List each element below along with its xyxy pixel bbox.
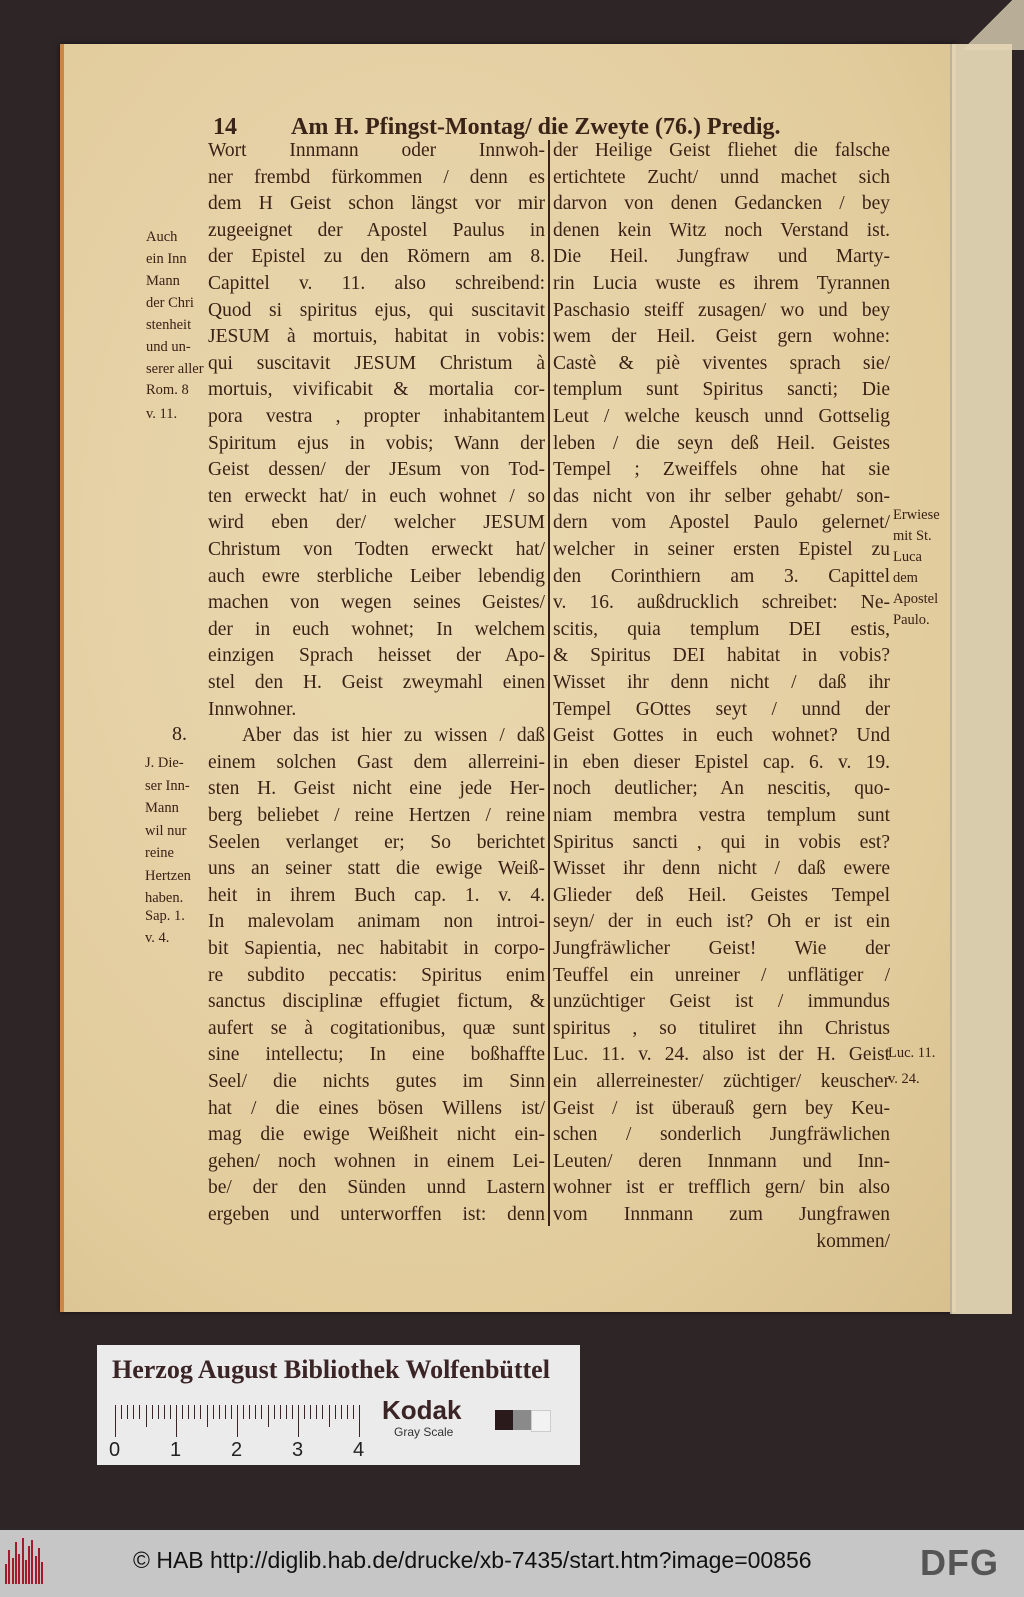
text-line: Luc. 11. v. 24. also ist der H. Geist — [553, 1044, 890, 1066]
text-line: scitis, quia templum DEI estis, — [553, 618, 890, 640]
section-number: 8. — [172, 723, 187, 745]
logo-bar — [18, 1554, 20, 1584]
ruler-tick — [286, 1405, 287, 1419]
text-line: der Epistel zu den Römern am 8. — [208, 246, 545, 268]
text-line: Castè & piè viventes sprach sie/ — [553, 352, 890, 374]
text-line: Glieder deß Heil. Geistes Tempel — [553, 884, 890, 906]
ruler-tick — [347, 1405, 348, 1419]
gray-patch-mid — [513, 1410, 531, 1430]
ruler-tick — [322, 1405, 323, 1419]
ruler-tick — [304, 1405, 305, 1419]
margin-note-left-1: Auch ein Inn Mann der Chri stenheit und un- serer aller — [146, 229, 204, 377]
ruler-number: 0 — [109, 1439, 121, 1461]
text-line: qui suscitavit JESUM Christum à — [208, 352, 545, 374]
ruler-tick — [182, 1405, 183, 1419]
ruler-number: 1 — [170, 1439, 182, 1461]
ruler-tick — [200, 1405, 201, 1419]
ruler-tick — [213, 1405, 214, 1419]
text-line: In malevolam animam non introi- — [208, 911, 545, 933]
text-line: Spiritum ejus in vobis; Wann der — [208, 432, 545, 454]
ruler-tick — [310, 1405, 311, 1419]
text-line: re subdito peccatis: Spiritus enim — [208, 964, 545, 986]
ruler-tick — [176, 1405, 177, 1437]
ruler-tick — [188, 1405, 189, 1419]
institution-name: Herzog August Bibliothek Wolfenbüttel — [112, 1355, 550, 1384]
text-line: Teuffel ein unreiner / unflätiger / — [553, 964, 890, 986]
ruler-tick — [335, 1405, 336, 1419]
text-line: noch deutlicher; An nescitis, quo- — [553, 778, 890, 800]
text-line: vom Innmann zum Jungfrawen — [553, 1204, 890, 1225]
text-line: bit Sapientia, nec habitabit in corpo- — [208, 938, 545, 959]
text-line: Tempel ; Zweiffels ohne hat sie — [553, 459, 890, 481]
color-calibration-card — [97, 1345, 580, 1465]
ruler-tick — [164, 1405, 165, 1419]
text-line: in eben dieser Epistel cap. 6. v. 19. — [553, 751, 890, 773]
text-line: den Corinthiern am 3. Capittel — [553, 565, 890, 587]
logo-bar — [25, 1560, 27, 1584]
text-line: heit in ihrem Buch cap. 1. v. 4. — [208, 884, 545, 906]
ruler-tick — [243, 1405, 244, 1419]
text-line: einem solchen Gast dem allerreini- — [208, 751, 545, 773]
text-line: Die Heil. Jungfraw und Marty- — [553, 246, 890, 268]
text-line: mag die ewige Weißheit nicht ein- — [208, 1124, 545, 1146]
text-line: Quod si spiritus ejus, qui suscitavit — [208, 299, 545, 321]
text-line: Capittel v. 11. also schreibend: — [208, 273, 545, 294]
text-line: hat / die eines bösen Willens ist/ — [208, 1097, 545, 1119]
text-line: sine intellectu; In eine boßhaffte — [208, 1044, 545, 1066]
text-line: stel den H. Geist zweymahl einen — [208, 672, 545, 693]
text-line: Wisset ihr denn nicht / daß ihr — [553, 672, 890, 693]
ruler-tick — [170, 1405, 171, 1419]
text-line: kommen/ — [816, 1230, 890, 1252]
logo-bar — [12, 1558, 14, 1584]
ruler-tick — [280, 1405, 281, 1419]
text-line: be/ der den Sünden unnd Lastern — [208, 1177, 545, 1199]
text-line: uns an seiner statt die ewige Weiß- — [208, 858, 545, 880]
page-number: 14 — [213, 114, 237, 140]
ruler-tick — [152, 1405, 153, 1419]
text-line: Jungfräwlicher Geist! Wie der — [553, 938, 890, 959]
text-line: darvon von denen Gedancken / bey — [553, 193, 890, 215]
text-line: v. 16. außdrucklich schreibet: Ne- — [553, 592, 890, 614]
ruler-tick — [353, 1405, 354, 1419]
logo-bar — [28, 1546, 30, 1584]
margin-note-right-1-ref: Luc. 11. v. 24. — [888, 1045, 936, 1087]
text-line: Wort Innmann oder Innwoh- — [208, 140, 545, 161]
ruler-tick — [274, 1405, 275, 1419]
text-line: aufert se à cogitationibus, quæ sunt — [208, 1017, 545, 1039]
text-line: seyn/ der in euch ist? Oh er ist ein — [553, 911, 890, 933]
ruler-tick — [219, 1405, 220, 1419]
logo-bar — [38, 1548, 40, 1584]
text-line: rin Lucia wuste es ihrem Tyrannen — [553, 273, 890, 294]
gray-scale-label: Gray Scale — [394, 1425, 454, 1439]
logo-bar — [5, 1564, 7, 1584]
ruler-tick — [231, 1405, 232, 1419]
text-line: Tempel GOttes seyt / unnd der — [553, 698, 890, 720]
ruler-number: 3 — [292, 1439, 304, 1461]
text-line: dern vom Apostel Paulo gelernet/ — [553, 512, 890, 534]
text-line: der Heilige Geist fliehet die falsche — [553, 140, 890, 161]
text-line: ten erweckt hat/ in euch wohnet / so — [208, 485, 545, 507]
text-line: ertichtete Zucht/ unnd machet sich — [553, 166, 890, 188]
text-line: dem H Geist schon längst vor mir — [208, 193, 545, 215]
text-line: & Spiritus DEI habitat in vobis? — [553, 645, 890, 667]
margin-note-left-1-ref: Rom. 8 v. 11. — [146, 382, 189, 422]
ruler-tick — [329, 1405, 330, 1427]
text-line: Geist Gottes in euch wohnet? Und — [553, 725, 890, 747]
text-line: Geist dessen/ der JEsum von Tod- — [208, 459, 545, 481]
text-line: das nicht von ihr selber gehabt/ son- — [553, 485, 890, 507]
text-line: Spiritus sancti , qui in vobis est? — [553, 831, 890, 853]
text-line: zugeeignet der Apostel Paulus in — [208, 219, 545, 241]
text-line: Leut / welche keusch unnd Gottselig — [553, 406, 890, 427]
ruler-tick — [139, 1405, 140, 1419]
ruler-tick — [341, 1405, 342, 1419]
ruler-tick — [158, 1405, 159, 1419]
text-line: ergeben und unterworffen ist: denn — [208, 1204, 545, 1225]
logo-bar — [8, 1550, 10, 1584]
margin-note-left-2: J. Die- ser Inn- Mann wil nur reine Hertzen haben. — [145, 755, 191, 906]
text-line: auch ewre sterbliche Leiber lebendig — [208, 565, 545, 587]
copyright-link[interactable]: © HAB http://diglib.hab.de/drucke/xb-7435/start.htm?image=00856 — [133, 1547, 812, 1573]
ruler-tick — [194, 1405, 195, 1419]
ruler-number: 4 — [353, 1439, 365, 1461]
text-line: spiritus , so tituliret ihn Christus — [553, 1017, 890, 1039]
text-line: ein allerreinester/ züchtiger/ keuscher — [553, 1071, 890, 1092]
text-line: sanctus disciplinæ effugiet fictum, & — [208, 991, 545, 1013]
ruler-tick — [237, 1405, 238, 1437]
text-line: unzüchtiger Geist ist / immundus — [553, 991, 890, 1013]
column-divider — [548, 140, 550, 1226]
gray-patch-light — [531, 1410, 551, 1432]
text-line: denen kein Witz noch Verstand ist. — [553, 219, 890, 241]
ruler-tick — [127, 1405, 128, 1419]
kodak-logo: Kodak — [382, 1395, 462, 1425]
ruler-tick — [249, 1405, 250, 1419]
running-title: Am H. Pfingst-Montag/ die Zweyte (76.) Predig. — [291, 114, 781, 140]
text-line: niam membra vestra templum sunt — [553, 805, 890, 826]
text-line: wird eben der/ welcher JESUM — [208, 512, 545, 534]
logo-bar — [22, 1538, 24, 1584]
text-line: Aber das ist hier zu wissen / daß — [242, 725, 545, 747]
ruler-tick — [225, 1405, 226, 1419]
text-line: wem der Heil. Geist gern wohne: — [553, 326, 890, 348]
ruler-tick — [133, 1405, 134, 1419]
ruler-tick — [115, 1405, 116, 1437]
dfg-logo: DFG — [920, 1542, 999, 1583]
text-line: Paschasio steiff zusagen/ wo und bey — [553, 299, 890, 321]
logo-bar — [35, 1556, 37, 1584]
logo-bar — [41, 1562, 43, 1584]
text-line: Seel/ die nichts gutes im Sinn — [208, 1071, 545, 1092]
scale-ruler — [115, 1405, 365, 1437]
footer-bar — [0, 1530, 1024, 1597]
hab-logo-icon — [5, 1538, 45, 1584]
text-line: wohner ist er trefflich gern/ bin also — [553, 1177, 890, 1199]
text-line: JESUM à mortuis, habitat in vobis: — [208, 326, 545, 348]
text-line: Seelen verlanget er; So berichtet — [208, 831, 545, 853]
text-line: welcher in seiner ersten Epistel zu — [553, 539, 890, 560]
text-line: Wisset ihr denn nicht / daß ewere — [553, 858, 890, 880]
next-page-corner — [950, 0, 1024, 50]
ruler-tick — [121, 1405, 122, 1419]
text-line: Leuten/ deren Innmann und Inn- — [553, 1150, 890, 1172]
ruler-number: 2 — [231, 1439, 243, 1461]
ruler-tick — [207, 1405, 208, 1427]
text-line: templum sunt Spiritus sancti; Die — [553, 379, 890, 401]
ruler-tick — [146, 1405, 147, 1427]
text-line: gehen/ noch wohnen in einem Lei- — [208, 1150, 545, 1172]
ruler-tick — [255, 1405, 256, 1419]
text-line: ner frembd fürkommen / denn es — [208, 166, 545, 188]
gray-patch-dark — [495, 1410, 513, 1430]
text-line: einzigen Sprach heisset der Apo- — [208, 645, 545, 667]
ruler-tick — [359, 1405, 360, 1437]
text-line: Geist / ist überauß gern bey Keu- — [553, 1097, 890, 1119]
text-line: Innwohner. — [208, 698, 297, 720]
text-line: leben / die seyn deß Heil. Geistes — [553, 432, 890, 454]
margin-note-left-2-ref: Sap. 1. v. 4. — [145, 908, 185, 946]
text-line: berg beliebet / reine Hertzen / reine — [208, 805, 545, 826]
next-page-edge — [950, 44, 1012, 1314]
ruler-tick — [292, 1405, 293, 1419]
text-line: schen / sonderlich Jungfräwlichen — [553, 1124, 890, 1146]
ruler-tick — [316, 1405, 317, 1419]
logo-bar — [31, 1540, 33, 1584]
ruler-tick — [298, 1405, 299, 1437]
text-line: mortuis, vivificabit & mortalia cor- — [208, 379, 545, 401]
margin-note-right-1: Erwiese mit St. Luca dem Apostel Paulo. — [893, 507, 940, 628]
text-line: sten H. Geist nicht eine jede Her- — [208, 778, 545, 800]
ruler-tick — [268, 1405, 269, 1427]
text-line: pora vestra , propter inhabitantem — [208, 406, 545, 427]
text-line: der in euch wohnet; In welchem — [208, 618, 545, 640]
ruler-tick — [261, 1405, 262, 1419]
text-line: Christum von Todten erweckt hat/ — [208, 539, 545, 560]
text-line: machen von wegen seines Geistes/ — [208, 592, 545, 614]
logo-bar — [15, 1542, 17, 1584]
